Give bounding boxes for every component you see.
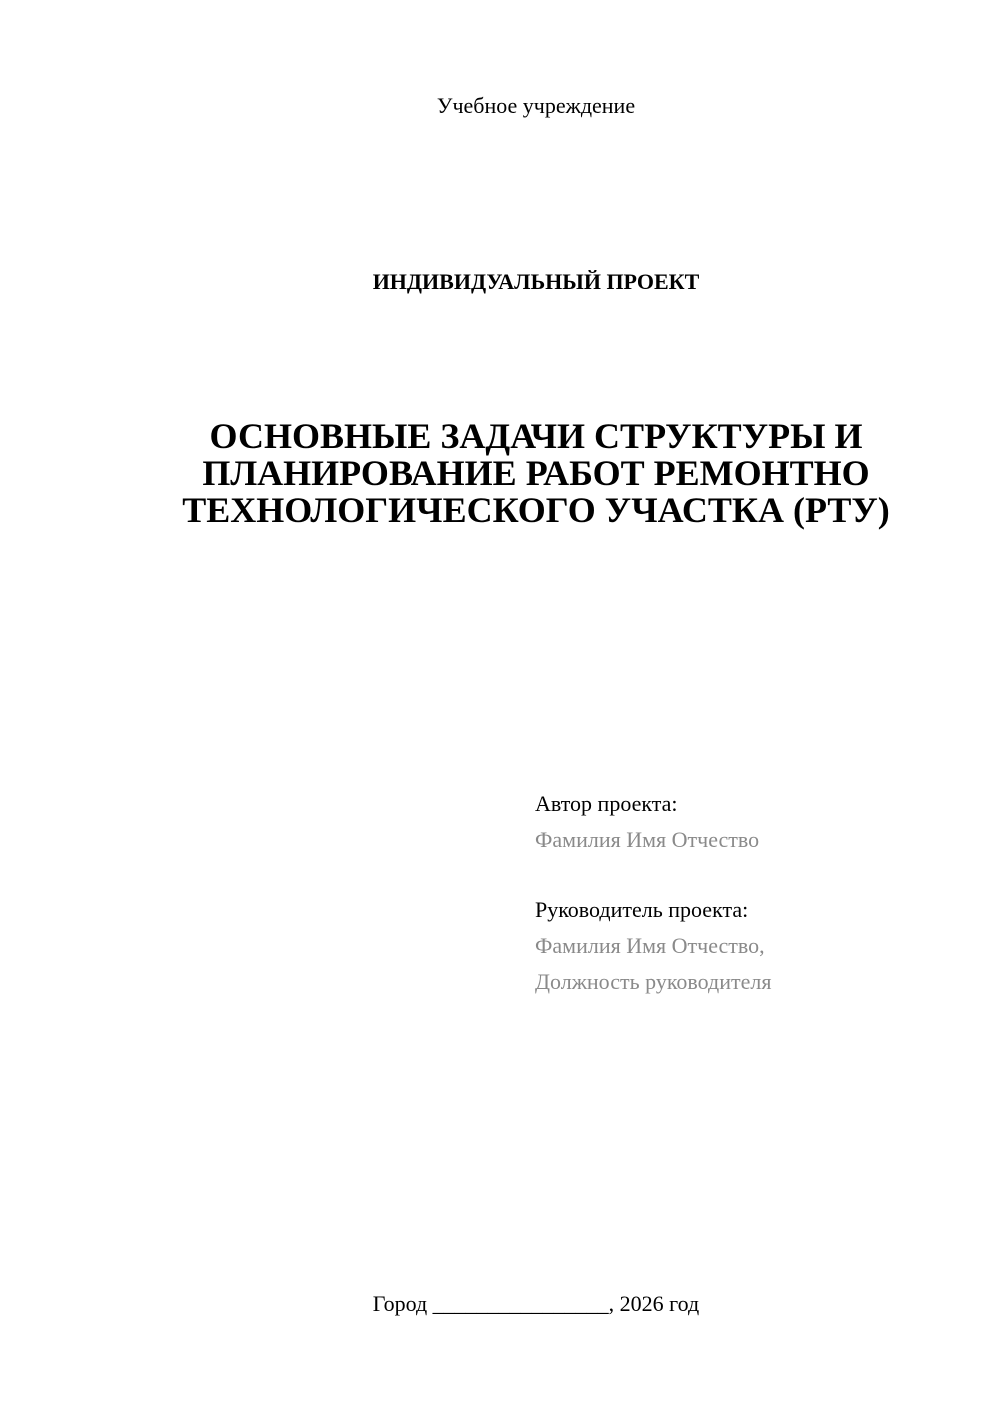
project-type-heading: ИНДИВИДУАЛЬНЫЙ ПРОЕКТ	[372, 269, 700, 294]
institution-name: Учебное учреждение	[436, 93, 636, 118]
project-title-line-2: ПЛАНИРОВАНИЕ РАБОТ РЕМОНТНО	[202, 453, 870, 493]
city-year-line: Город ________________, 2026 год	[372, 1291, 700, 1316]
project-title-line-1: ОСНОВНЫЕ ЗАДАЧИ СТРУКТУРЫ И	[209, 416, 863, 456]
supervisor-block	[535, 892, 975, 1000]
author-block	[535, 786, 975, 858]
supervisor-position: Должность руководителя	[535, 969, 772, 994]
project-title-line-3: ТЕХНОЛОГИЧЕСКОГО УЧАСТКА (РТУ)	[182, 490, 890, 530]
supervisor-label: Руководитель проекта:	[535, 897, 749, 922]
author-label: Автор проекта:	[535, 791, 678, 816]
supervisor-name: Фамилия Имя Отчество,	[535, 933, 765, 958]
project-title	[130, 418, 942, 529]
author-name: Фамилия Имя Отчество	[535, 827, 760, 852]
